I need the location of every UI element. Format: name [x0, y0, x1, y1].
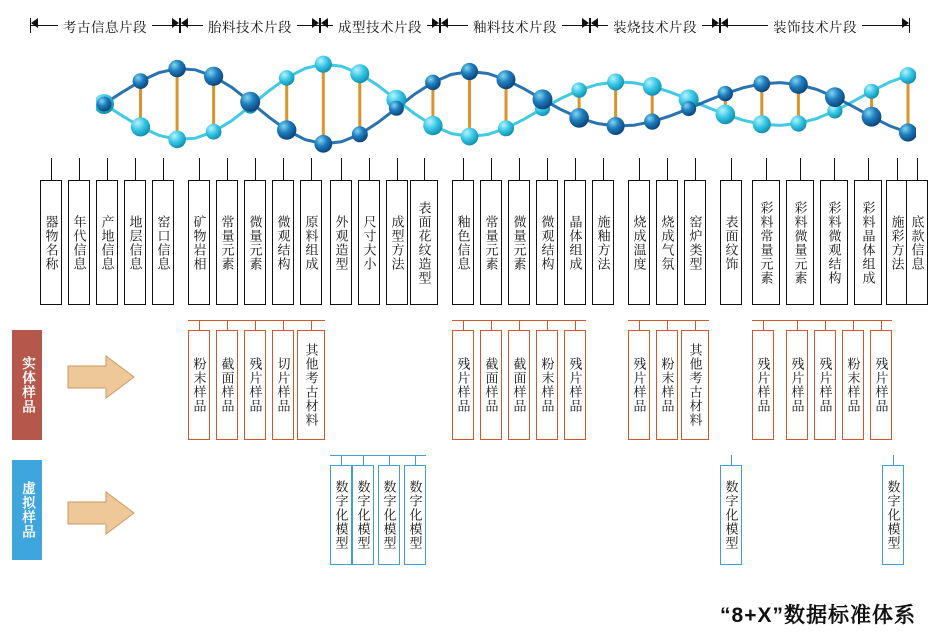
entity-sample-stem — [575, 320, 576, 330]
arrow-entity — [66, 352, 136, 402]
segment-arrow-left-icon — [721, 18, 728, 28]
attribute-stem — [255, 158, 256, 180]
entity-sample-box[interactable] — [814, 330, 836, 440]
attribute-box[interactable] — [508, 180, 530, 305]
segment-arrow-left-icon — [181, 18, 188, 28]
attribute-stem — [834, 158, 835, 180]
attribute-box[interactable] — [820, 180, 848, 305]
segment-arrow-right-icon — [902, 18, 909, 28]
attribute-label: 尺寸大小 — [361, 214, 377, 271]
attribute-label: 年代信息 — [71, 214, 87, 271]
attribute-stem — [199, 158, 200, 180]
attribute-label: 微量元素 — [511, 214, 527, 271]
segment-6 — [720, 14, 910, 38]
attribute-label: 微量元素 — [247, 214, 263, 271]
entity-sample-label: 截面样品 — [511, 357, 527, 413]
virtual-sample-stem — [389, 455, 390, 465]
arrow-virtual — [66, 488, 136, 538]
entity-sample-label: 残片样品 — [455, 357, 471, 413]
attribute-stem — [766, 158, 767, 180]
attribute-stem — [341, 158, 342, 180]
entity-sample-stem — [639, 320, 640, 330]
attribute-stem — [79, 158, 80, 180]
entity-sample-box[interactable] — [842, 330, 864, 440]
attribute-label: 彩料微量元素 — [792, 200, 808, 285]
entity-sample-stem — [797, 320, 798, 330]
entity-sample-label: 粉末样品 — [659, 357, 675, 413]
attribute-label: 窑炉类型 — [687, 214, 703, 271]
segment-arrow-left-icon — [321, 18, 328, 28]
entity-sample-label: 其他考古材料 — [687, 343, 703, 427]
attribute-stem — [547, 158, 548, 180]
entity-sample-box[interactable] — [508, 330, 530, 440]
attribute-box[interactable] — [410, 180, 438, 305]
entity-sample-box[interactable] — [272, 330, 294, 440]
virtual-sample-stem — [893, 455, 894, 465]
attribute-box[interactable] — [300, 180, 322, 305]
entity-sample-box[interactable] — [480, 330, 502, 440]
attribute-box[interactable] — [152, 180, 174, 305]
entity-sample-box[interactable] — [870, 330, 892, 440]
entity-sample-box[interactable] — [216, 330, 238, 440]
attribute-box[interactable] — [480, 180, 502, 305]
attribute-stem — [107, 158, 108, 180]
attribute-label: 矿物岩相 — [191, 214, 207, 271]
segment-arrow-right-icon — [172, 18, 179, 28]
segment-label: 装烧技术片段 — [613, 20, 697, 35]
entity-sample-label: 残片样品 — [817, 357, 833, 413]
entity-sample-stem — [255, 320, 256, 330]
entity-sample-box[interactable] — [188, 330, 210, 440]
attribute-box[interactable] — [752, 180, 780, 305]
segment-label: 胎料技术片段 — [208, 20, 292, 35]
attribute-box[interactable] — [536, 180, 558, 305]
attribute-label: 原料组成 — [303, 214, 319, 271]
attribute-box[interactable] — [906, 180, 928, 305]
tag-entity-sample-label: 实体样品 — [20, 356, 35, 414]
entity-sample-box[interactable] — [752, 330, 774, 440]
attribute-stem — [868, 158, 869, 180]
entity-sample-stem — [463, 320, 464, 330]
virtual-sample-box[interactable] — [378, 465, 400, 565]
attribute-label: 彩料常量元素 — [758, 200, 774, 285]
entity-sample-box[interactable] — [656, 330, 678, 440]
attribute-box[interactable] — [124, 180, 146, 305]
diagram-caption: “8+X”数据标准体系 — [720, 604, 916, 627]
virtual-sample-stem — [731, 455, 732, 465]
entity-sample-label: 其他考古材料 — [303, 343, 319, 427]
entity-sample-box[interactable] — [244, 330, 266, 440]
entity-sample-label: 粉末样品 — [539, 357, 555, 413]
attribute-label: 施釉方法 — [595, 214, 611, 271]
tag-entity-sample[interactable] — [12, 330, 42, 440]
segment-header-row — [0, 14, 934, 40]
attribute-stem — [667, 158, 668, 180]
virtual-sample-stem — [363, 455, 364, 465]
segment-arrow-right-icon — [582, 18, 589, 28]
segment-arrow-right-icon — [712, 18, 719, 28]
segment-arrow-right-icon — [312, 18, 319, 28]
attribute-label: 窑口信息 — [155, 214, 171, 271]
entity-sample-box[interactable] — [452, 330, 474, 440]
entity-sample-stem — [199, 320, 200, 330]
virtual-sample-label: 数字化模型 — [333, 480, 349, 550]
segment-label: 釉料技术片段 — [473, 20, 557, 35]
entity-sample-stem — [227, 320, 228, 330]
attribute-box[interactable] — [188, 180, 210, 305]
entity-sample-stem — [519, 320, 520, 330]
entity-sample-stem — [283, 320, 284, 330]
entity-sample-label: 残片样品 — [247, 357, 263, 413]
segment-arrow-left-icon — [31, 18, 38, 28]
entity-sample-box[interactable] — [628, 330, 650, 440]
segment-arrow-right-icon — [432, 18, 439, 28]
segment-3 — [320, 14, 440, 38]
attribute-box[interactable] — [330, 180, 352, 305]
entity-sample-label: 残片样品 — [789, 357, 805, 413]
entity-sample-label: 残片样品 — [631, 357, 647, 413]
virtual-group-connector — [330, 455, 426, 456]
attribute-box[interactable] — [628, 180, 650, 305]
attribute-label: 产地信息 — [99, 214, 115, 271]
attribute-stem — [283, 158, 284, 180]
attribute-label: 烧成气氛 — [659, 214, 675, 271]
entity-sample-stem — [547, 320, 548, 330]
attribute-label: 外观造型 — [333, 214, 349, 271]
entity-sample-stem — [491, 320, 492, 330]
attribute-label: 彩料微观结构 — [826, 200, 842, 285]
entity-sample-label: 截面样品 — [483, 357, 499, 413]
attribute-label: 微观结构 — [539, 214, 555, 271]
entity-sample-box[interactable] — [297, 330, 325, 440]
attribute-box[interactable] — [96, 180, 118, 305]
attribute-stem — [897, 158, 898, 180]
entity-sample-stem — [311, 320, 312, 330]
segment-arrow-left-icon — [591, 18, 598, 28]
attribute-label: 器物名称 — [43, 214, 59, 271]
attribute-box[interactable] — [216, 180, 238, 305]
attribute-stem — [463, 158, 464, 180]
entity-group-connector — [752, 320, 892, 321]
attribute-label: 地层信息 — [127, 214, 143, 271]
virtual-sample-label: 数字化模型 — [723, 480, 739, 550]
segment-tick-right — [909, 18, 910, 33]
segment-4 — [440, 14, 590, 38]
entity-sample-stem — [695, 320, 696, 330]
attribute-label: 晶体组成 — [567, 214, 583, 271]
entity-sample-label: 截面样品 — [219, 357, 235, 413]
entity-sample-label: 残片样品 — [567, 357, 583, 413]
attribute-stem — [575, 158, 576, 180]
attribute-stem — [424, 158, 425, 180]
attribute-stem — [603, 158, 604, 180]
attribute-stem — [369, 158, 370, 180]
segment-label: 成型技术片段 — [338, 20, 422, 35]
attribute-label: 常量元素 — [483, 214, 499, 271]
virtual-sample-label: 数字化模型 — [407, 480, 423, 550]
dna-helix-illustration — [96, 42, 916, 162]
attribute-box[interactable] — [452, 180, 474, 305]
attribute-label: 表面纹饰 — [723, 214, 739, 271]
attribute-stem — [519, 158, 520, 180]
attribute-box[interactable] — [720, 180, 742, 305]
attribute-stem — [800, 158, 801, 180]
entity-sample-label: 粉末样品 — [191, 357, 207, 413]
entity-sample-label: 切片样品 — [275, 357, 291, 413]
entity-sample-stem — [853, 320, 854, 330]
entity-sample-box[interactable] — [681, 330, 709, 440]
virtual-sample-box[interactable] — [330, 465, 352, 565]
segment-2 — [180, 14, 320, 38]
attribute-label: 烧成温度 — [631, 214, 647, 271]
attribute-box[interactable] — [564, 180, 586, 305]
attribute-stem — [731, 158, 732, 180]
virtual-sample-label: 数字化模型 — [355, 480, 371, 550]
entity-group-connector — [628, 320, 709, 321]
attribute-stem — [491, 158, 492, 180]
attribute-label: 底款信息 — [909, 214, 925, 271]
segment-1 — [30, 14, 180, 38]
segment-label: 装饰技术片段 — [773, 20, 857, 35]
virtual-sample-box[interactable] — [352, 465, 374, 565]
segment-arrow-left-icon — [441, 18, 448, 28]
entity-sample-label: 残片样品 — [755, 357, 771, 413]
attribute-label: 施彩方法 — [889, 214, 905, 271]
attribute-box[interactable] — [272, 180, 294, 305]
tag-virtual-sample[interactable] — [12, 460, 42, 560]
attribute-label: 釉色信息 — [455, 214, 471, 271]
virtual-sample-box[interactable] — [720, 465, 742, 565]
entity-sample-box[interactable] — [536, 330, 558, 440]
helix-svg — [96, 42, 916, 162]
attribute-label: 常量元素 — [219, 214, 235, 271]
virtual-sample-stem — [341, 455, 342, 465]
attribute-label: 彩料晶体组成 — [860, 200, 876, 285]
attribute-stem — [917, 158, 918, 180]
attribute-stem — [51, 158, 52, 180]
segment-label: 考古信息片段 — [63, 20, 147, 35]
attribute-box[interactable] — [656, 180, 678, 305]
entity-sample-label: 残片样品 — [873, 357, 889, 413]
virtual-sample-label: 数字化模型 — [885, 480, 901, 550]
attribute-box[interactable] — [786, 180, 814, 305]
attribute-box[interactable] — [40, 180, 62, 305]
attribute-stem — [397, 158, 398, 180]
attribute-stem — [163, 158, 164, 180]
entity-group-connector — [188, 320, 325, 321]
attribute-stem — [135, 158, 136, 180]
attribute-box[interactable] — [68, 180, 90, 305]
virtual-sample-stem — [415, 455, 416, 465]
attribute-box[interactable] — [358, 180, 380, 305]
attribute-label: 成型方法 — [389, 214, 405, 271]
virtual-sample-label: 数字化模型 — [381, 480, 397, 550]
attribute-stem — [695, 158, 696, 180]
attribute-stem — [311, 158, 312, 180]
attribute-box[interactable] — [886, 180, 908, 305]
tag-virtual-sample-label: 虚拟样品 — [20, 481, 35, 539]
attribute-label: 表面花纹造型 — [416, 200, 432, 285]
entity-sample-stem — [667, 320, 668, 330]
attribute-box[interactable] — [854, 180, 882, 305]
attribute-label: 微观结构 — [275, 214, 291, 271]
entity-sample-box[interactable] — [786, 330, 808, 440]
attribute-stem — [639, 158, 640, 180]
attribute-box[interactable] — [244, 180, 266, 305]
entity-sample-stem — [763, 320, 764, 330]
entity-sample-stem — [881, 320, 882, 330]
entity-sample-stem — [825, 320, 826, 330]
segment-5 — [590, 14, 720, 38]
attribute-box[interactable] — [386, 180, 408, 305]
virtual-sample-box[interactable] — [404, 465, 426, 565]
virtual-sample-box[interactable] — [882, 465, 904, 565]
entity-sample-label: 粉末样品 — [845, 357, 861, 413]
attribute-box[interactable] — [592, 180, 614, 305]
entity-sample-box[interactable] — [564, 330, 586, 440]
attribute-stem — [227, 158, 228, 180]
attribute-box[interactable] — [684, 180, 706, 305]
